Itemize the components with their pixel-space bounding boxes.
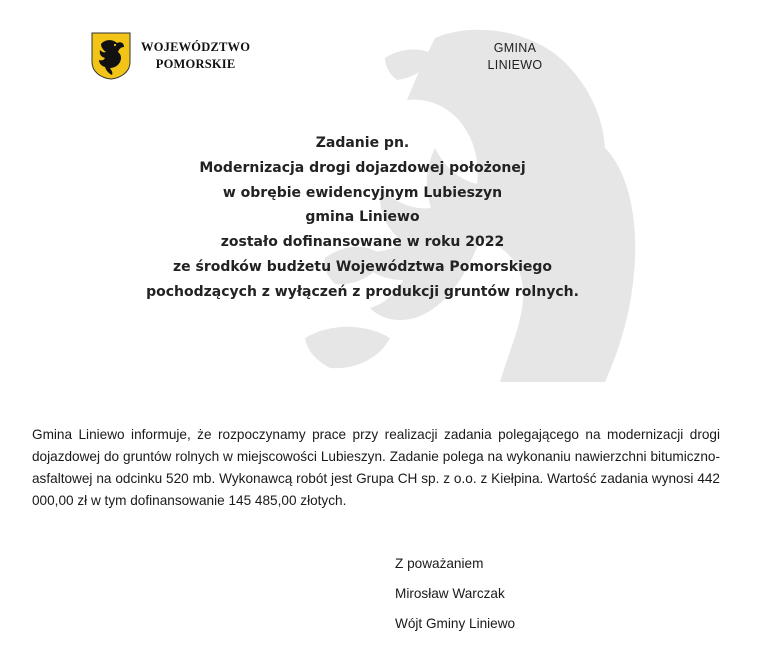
title-line: zostało dofinansowane w roku 2022: [220, 234, 505, 251]
title-line: w obrębie ewidencyjnym Lubieszyn: [222, 184, 503, 201]
task-title: [85, 131, 640, 305]
title-line: ze środków budżetu Województwa Pomorskiego: [172, 258, 553, 275]
signature-position: Wójt Gminy Liniewo: [395, 616, 516, 631]
title-line: gmina Liniewo: [305, 209, 420, 226]
title-line: Modernizacja drogi dojazdowej położonej: [199, 159, 526, 176]
signature-name: Mirosław Warczak: [395, 586, 505, 601]
gmina-line-1: GMINA: [493, 41, 537, 55]
signature-block: [395, 554, 515, 644]
pomorskie-coat-of-arms-icon: [91, 32, 131, 80]
announcement-paragraph: Gmina Liniewo informuje, że rozpoczynamy prace przy realizacji zadania polegającego na modernizacji drogi dojazdowej do gruntów rolnych w miejscowości Lubieszyn. Zadanie polega na wykonaniu nawierzchni bitumiczno- asfaltowej na odcinku 520 mb. Wykonawcą robót jest Grupa CH sp. z o.o. z Kiełpina. Wartość zadania wynosi 442 000,00 zł w tym dofinansowanie 145 485,00 złotych.: [32, 427, 720, 508]
voivodeship-line-1: WOJEWÓDZTWO: [141, 40, 251, 54]
gmina-line-2: LINIEWO: [487, 58, 543, 72]
header-banner: [85, 18, 640, 382]
signature-greeting: Z poważaniem: [395, 556, 484, 571]
voivodeship-name: [141, 39, 250, 73]
title-line: Zadanie pn.: [315, 135, 410, 151]
gmina-name: [465, 40, 565, 74]
voivodeship-line-2: POMORSKIE: [155, 57, 236, 71]
voivodeship-logo: [91, 32, 250, 80]
title-line: pochodzących z wyłączeń z produkcji gruntów rolnych.: [146, 283, 579, 300]
